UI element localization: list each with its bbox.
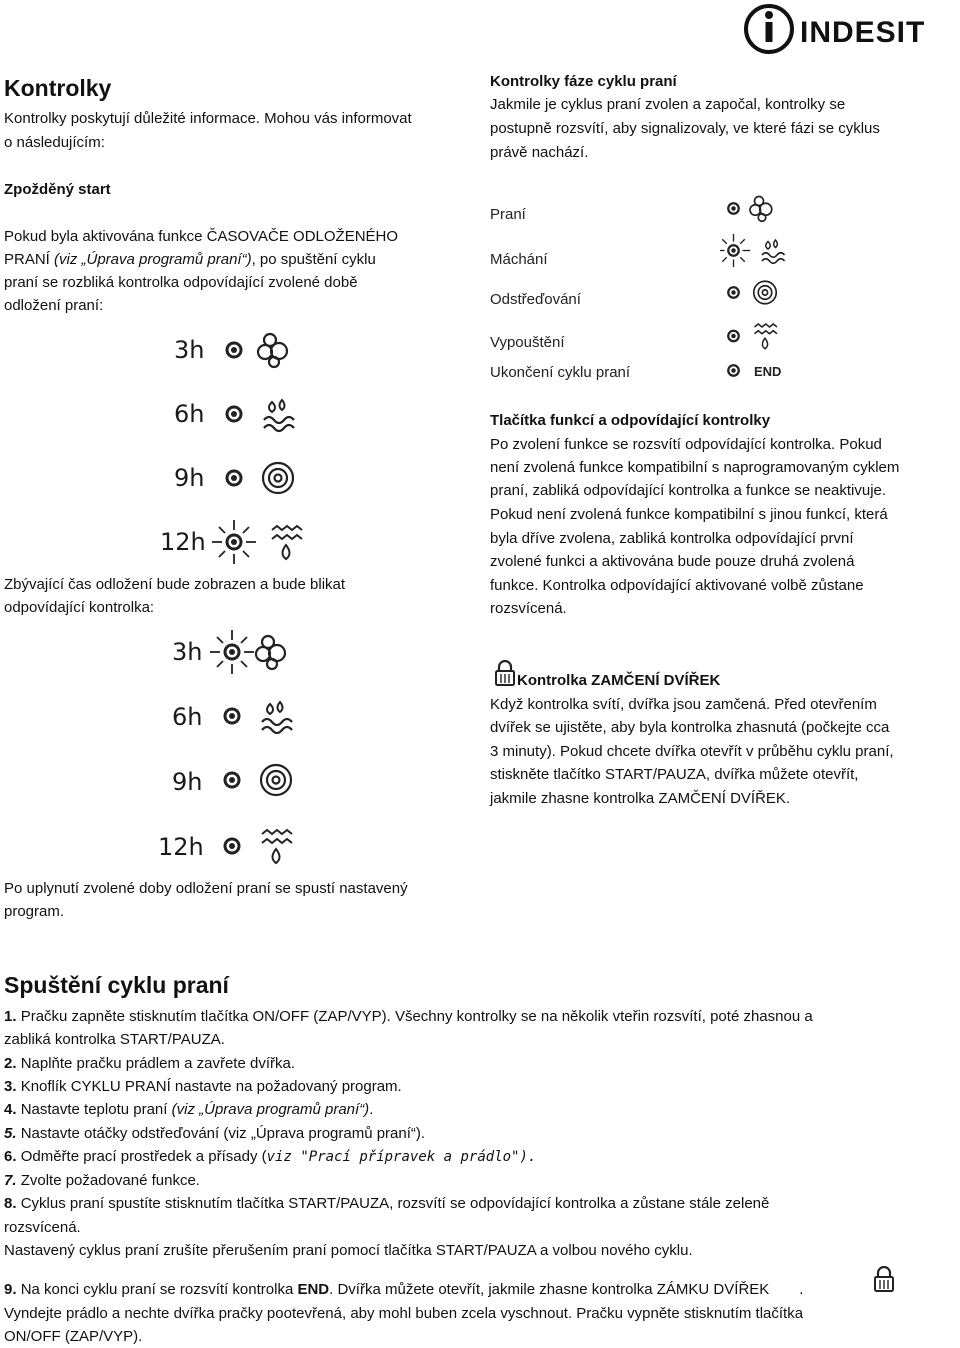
step-1-line-2: zabliká kontrolka START/PAUZA.: [4, 1031, 225, 1048]
step-1-line-1: 1. Pračku zapněte stisknutím tlačítka ON/OFF (ZAP/VYP). Všechny kontrolky se na několik vteřin rozsvítí, poté zhasnou a: [4, 1008, 813, 1025]
intro-line-1: Kontrolky poskytují důležité informace. Mohou vás informovat: [4, 110, 412, 127]
phase-heading: Kontrolky fáze cyklu praní: [490, 73, 677, 90]
end-indicator-label: END: [754, 364, 782, 379]
phase-label-drain: Vypouštění: [490, 334, 565, 351]
after-line-2: program.: [4, 903, 65, 920]
lock-icon: [494, 660, 516, 686]
func-line-7: funkce. Kontrolka odpovídající aktivované volbě zůstane: [490, 577, 864, 594]
delay-indicator-panel-1: [150, 322, 320, 572]
lock-line-4: stiskněte tlačítko START/PAUZA, dvířka můžete otevřít,: [490, 766, 859, 783]
after-line-1: Po uplynutí zvolené doby odložení praní se spustí nastavený: [4, 880, 408, 897]
phase-text-line-2: postupně rozsvítí, aby signalizovaly, ve které fázi se cyklus: [490, 120, 880, 137]
func-line-3: praní, zabliká odpovídající kontrolka a funkce se neaktivuje.: [490, 482, 887, 499]
func-heading: Tlačítka funkcí a odpovídající kontrolky: [490, 412, 771, 429]
delay-label-12h: 12h: [160, 528, 206, 556]
indesit-logo: [742, 0, 960, 60]
delay-text-line-4: odložení praní:: [4, 297, 104, 314]
spin-icon: [263, 463, 293, 493]
phase-label-spin: Odstřeďování: [490, 291, 581, 308]
intro-line-2: o následujícím:: [4, 134, 105, 151]
delay-start-heading: Zpožděný start: [4, 181, 111, 198]
func-line-2: není zvolená funkce kompatibilní s naprogramovaným cyklem: [490, 459, 900, 476]
delay-label-9h: 9h: [174, 464, 205, 492]
lock-line-1: Když kontrolka svítí, dvířka jsou zamčená. Před otevřením: [490, 696, 877, 713]
delay2-label-12h: 12h: [158, 833, 204, 861]
lock-line-2: dvířek se ujistěte, aby byla kontrolka zhasnutá (počkejte cca: [490, 719, 890, 736]
func-line-6: zvolené funkci a aktivována bude pouze druhá zvolená: [490, 553, 855, 570]
func-line-1: Po zvolení funkce se rozsvítí odpovídající kontrolka. Pokud: [490, 436, 882, 453]
phase-label-end: Ukončení cyklu praní: [490, 364, 631, 381]
remaining-line-1: Zbývající čas odložení bude zobrazen a bude blikat: [4, 576, 346, 593]
lock-line-3: 3 minuty). Pokud chcete dvířka otevřít v průběhu cyklu praní,: [490, 743, 894, 760]
drain-icon: [272, 526, 302, 559]
remaining-line-2: odpovídající kontrolka:: [4, 599, 155, 616]
step-5: 5. Nastavte otáčky odstřeďování (viz „Úprava programů praní“).: [4, 1125, 426, 1142]
lock-heading: Kontrolka ZAMČENÍ DVÍŘEK: [517, 672, 721, 689]
cancel-note: Nastavený cyklus praní zrušíte přerušením praní pomocí tlačítka START/PAUZA a volbou nového cyklu.: [4, 1242, 693, 1259]
svg-text:INDESIT: INDESIT: [800, 16, 926, 49]
func-line-5: byla dříve zvolena, zabliká kontrolka odpovídající první: [490, 530, 854, 547]
delay2-label-6h: 6h: [172, 703, 203, 731]
delay-label-6h: 6h: [174, 400, 205, 428]
rinse-icon: [264, 400, 294, 431]
step-7: 7. Zvolte požadované funkce.: [4, 1172, 200, 1189]
lock-line-5: jakmile zhasne kontrolka ZAMČENÍ DVÍŘEK.: [490, 790, 791, 807]
step-4: 4. Nastavte teplotu praní (viz „Úprava programů praní“).: [4, 1101, 374, 1118]
step-9-line-1: 9. Na konci cyklu praní se rozsvítí kontrolka END. Dvířka můžete otevřít, jakmile zhasne kontrolka ZÁMKU DVÍŘEK .: [4, 1281, 804, 1298]
delay2-label-3h: 3h: [172, 638, 203, 666]
func-line-4: Pokud není zvolená funkce kompatibilní s jinou funkcí, která: [490, 506, 888, 523]
step-9-line-3: ON/OFF (ZAP/VYP).: [4, 1328, 143, 1345]
delay-text-line-2: PRANÍ (viz „Úprava programů praní“), po spuštění cyklu: [4, 251, 376, 268]
step-8-line-2: rozsvícená.: [4, 1219, 81, 1236]
phase-label-wash: Praní: [490, 206, 526, 223]
delay-indicator-panel-2: [150, 622, 320, 877]
phase-text-line-3: právě nachází.: [490, 144, 589, 161]
step-8-line-1: 8. Cyklus praní spustíte stisknutím tlačítka START/PAUZA, rozsvítí se odpovídající kontrolka a zůstane stále zeleně: [4, 1195, 770, 1212]
wash-icon: [258, 334, 287, 367]
delay-text-line-1: Pokud byla aktivována funkce ČASOVAČE ODLOŽENÉHO: [4, 228, 399, 245]
func-line-8: rozsvícená.: [490, 600, 567, 617]
delay2-label-9h: 9h: [172, 768, 203, 796]
phase-label-rinse: Máchání: [490, 251, 548, 268]
phase-text-line-1: Jakmile je cyklus praní zvolen a započal, kontrolky se: [490, 96, 846, 113]
delay-label-3h: 3h: [174, 336, 205, 364]
step-2: 2. Naplňte pračku prádlem a zavřete dvířka.: [4, 1055, 295, 1072]
step-6: 6. Odměřte prací prostředek a přísady (viz "Prací přípravek a prádlo").: [4, 1148, 537, 1165]
delay-text-line-3: praní se rozbliká kontrolka odpovídající zvolené době: [4, 274, 358, 291]
start-section-title: Spuštění cyklu praní: [4, 972, 229, 998]
section-title-kontrolky: Kontrolky: [4, 75, 112, 101]
door-lock-icon: [873, 1266, 895, 1292]
step-9-line-2: Vyndejte prádlo a nechte dvířka pračky pootevřená, aby mohl buben zcela vyschnout. Pračku vypněte stisknutím tlačítka: [4, 1305, 804, 1322]
phase-indicator-panel: [720, 192, 790, 382]
step-3: 3. Knoflík CYKLU PRANÍ nastavte na požadovaný program.: [4, 1078, 402, 1095]
